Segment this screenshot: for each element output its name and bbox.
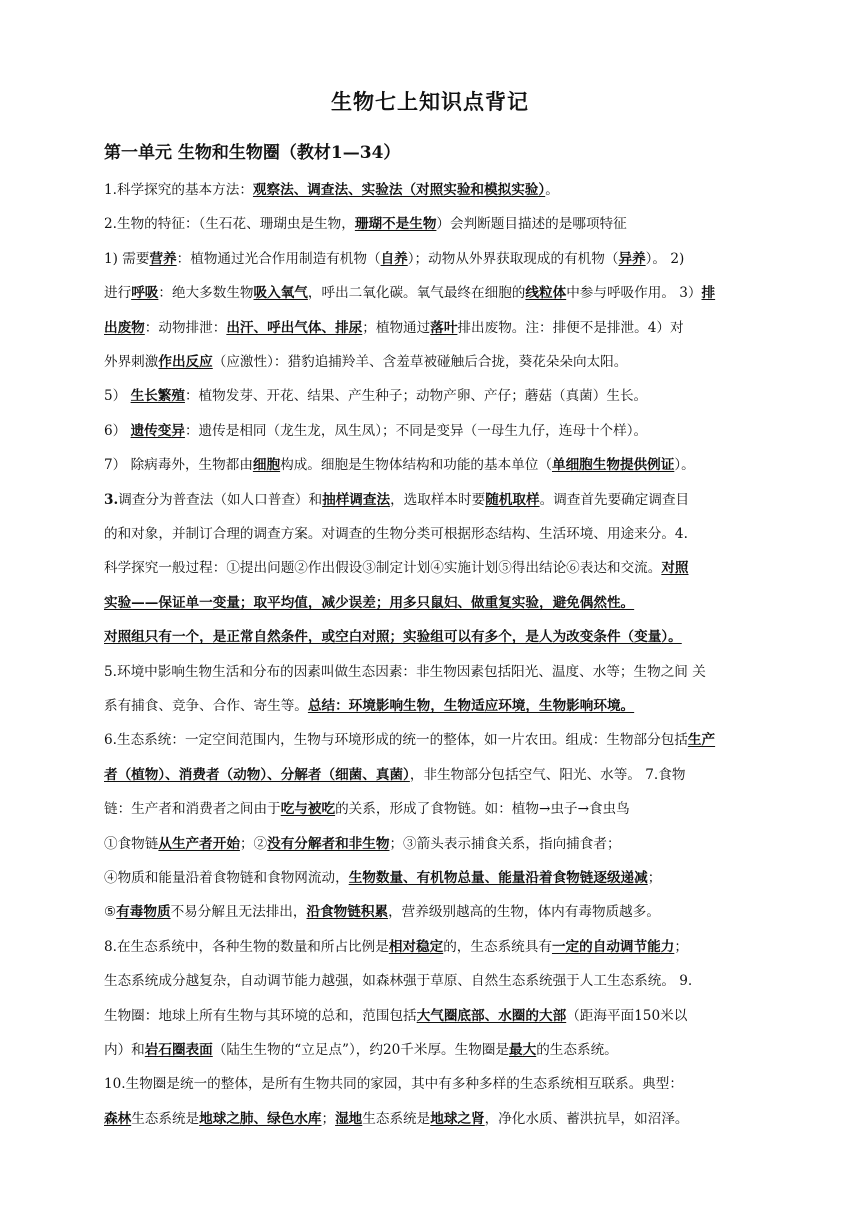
emphasized-text: 地球之肺、绿色水库 [199, 1110, 322, 1127]
emphasized-text: 生长繁殖 [130, 388, 185, 405]
text-segment: 的关系，形成了食物链。如：植物→虫子→食虫鸟 [335, 801, 630, 818]
emphasized-text: 出废物 [104, 319, 145, 336]
emphasized-text: 呼吸 [131, 285, 159, 302]
unit-heading: 第一单元 生物和生物圈（教材1—34） [104, 143, 401, 163]
text-line [104, 490, 764, 510]
emphasized-text: 细胞 [252, 457, 281, 474]
emphasized-text: 最大 [509, 1042, 537, 1058]
text-line [104, 730, 764, 750]
text-segment: ，选取样本时要 [390, 491, 486, 508]
text-segment: 6.生态系统：一定空间范围内，生物与环境形成的统一的整体，如一片农田。组成：生物部分包括 [104, 732, 688, 749]
emphasized-text: 异养 [618, 250, 646, 267]
text-segment: 构成。细胞是生物体结构和功能的基本单位（ [280, 457, 552, 474]
text-line [104, 1074, 764, 1094]
text-segment: 生态系统成分越复杂，自动调节能力越强，如森林强于草原、自然生态系统强于人工生态系统。 9. [104, 973, 693, 990]
text-segment: ，营养级别越高的生物，体内有毒物质越多。 [388, 904, 660, 921]
text-segment: 链：生产者和消费者之间由于 [104, 801, 281, 818]
text-segment: 7） 除病毒外，生物都由 [104, 457, 253, 474]
text-segment: ）会判断题目描述的是哪项特征 [436, 216, 627, 233]
text-line [104, 283, 764, 303]
text-segment: ； [321, 1110, 336, 1127]
text-segment: 。 [545, 182, 559, 198]
emphasized-text: 珊瑚不是生物 [354, 216, 437, 233]
text-line [104, 971, 764, 991]
text-segment: ）。 2) [645, 250, 685, 267]
text-segment: 1.科学探究的基本方法： [104, 182, 253, 198]
text-segment: ④物质和能量沿着食物链和食物网流动， [104, 870, 349, 886]
text-line [104, 765, 764, 785]
text-segment: 中参与呼吸作用。 3） [566, 285, 702, 302]
text-line [104, 558, 764, 578]
emphasized-text: 者（植物）、消费者（动物）、分解者（细菌、真菌） [104, 766, 410, 783]
text-line [104, 1109, 764, 1129]
text-segment: （应激性）：猎豹追捕羚羊、含羞草被碰触后合拢，葵花朵朵向太阳。 [212, 354, 628, 370]
text-segment: 进行 [104, 285, 132, 302]
emphasized-text: 线粒体 [525, 285, 567, 302]
emphasized-text: 吸入氧气 [253, 285, 308, 302]
text-segment: ； [647, 870, 662, 886]
text-segment: ：绝大多数生物 [158, 285, 254, 302]
document-title: 生物七上知识点背记 [331, 89, 529, 114]
text-line [104, 1040, 764, 1060]
text-line [104, 318, 764, 338]
text-segment: ：植物发芽、开花、结果、产生种子；动物产卵、产仔；蘑菇（真菌）生长。 [184, 388, 648, 405]
emphasized-text: 一定的自动调节能力 [551, 938, 675, 955]
emphasized-text: 岩石圈表面 [144, 1042, 213, 1058]
text-segment: 的，生态系统具有 [443, 938, 552, 955]
emphasized-text: 生产 [687, 732, 716, 749]
emphasized-text: 遗传变异 [130, 422, 185, 439]
text-line [104, 593, 764, 613]
text-segment: 2.生物的特征：（生石花、珊瑚虫是生物， [104, 216, 355, 233]
text-segment: ；③箭头表示捕食关系，指向捕食者； [389, 835, 621, 852]
text-line [104, 937, 764, 957]
emphasized-text: 3. [104, 491, 119, 508]
emphasized-text: 实验——保证单一变量；取平均值，减少误差；用多只鼠妇、做重复实验，避免偶然性。 [104, 594, 635, 611]
text-line [104, 799, 764, 819]
text-segment: 5.环境中影响生物生活和分布的因素叫做生态因素：非生物因素包括阳光、温度、水等；生物之间 关 [104, 663, 706, 680]
text-segment: ）；动物从外界获取现成的有机物（ [407, 250, 619, 267]
text-line [104, 352, 764, 372]
emphasized-text: 大气圈底部、水圈的大部 [416, 1007, 567, 1024]
text-segment: 1) 需要 [104, 250, 150, 267]
emphasized-text: 出汗、呼出气体、排尿 [226, 319, 363, 336]
text-segment: 不易分解且无法排出， [170, 904, 307, 921]
emphasized-text: 随机取样 [485, 491, 540, 508]
emphasized-text: 从生产者开始 [158, 835, 240, 852]
text-segment: 的和对象，并制订合理的调查方案。对调查的生物分类可根据形态结构、生活环境、用途来分。4. [104, 526, 688, 542]
text-segment: ⑤ [104, 904, 117, 921]
text-segment: ； [674, 938, 688, 955]
emphasized-text: 对照 [661, 560, 689, 577]
emphasized-text: 没有分解者和非生物 [267, 835, 390, 852]
text-line [104, 662, 764, 682]
text-segment: 生态系统是 [131, 1110, 200, 1127]
text-segment: ①食物链 [104, 835, 159, 852]
emphasized-text: 森林 [104, 1110, 132, 1127]
text-line [104, 455, 764, 475]
emphasized-text: 排 [701, 285, 716, 302]
text-line [104, 421, 764, 441]
text-line [104, 834, 764, 854]
text-segment: （距海平面150米以 [566, 1007, 688, 1024]
text-segment: 内）和 [104, 1042, 145, 1058]
emphasized-text: 总结：环境影响生物，生物适应环境，生物影响环境。 [307, 698, 635, 714]
emphasized-text: 落叶 [430, 319, 458, 336]
text-segment: 外界刺激 [104, 354, 159, 370]
emphasized-text: 观察法、调查法、实验法（对照实验和模拟实验） [252, 182, 546, 198]
text-segment: 8.在生态系统中，各种生物的数量和所占比例是 [104, 938, 389, 955]
emphasized-text: 吃与被吃 [280, 801, 336, 818]
text-segment: ：植物通过光合作用制造有机物（ [176, 250, 381, 267]
text-segment: 调查分为普查法（如人口普查）和 [118, 491, 323, 508]
emphasized-text: 对照组只有一个，是正常自然条件，或空白对照；实验组可以有多个，是人为改变条件（变量）。 [104, 629, 682, 646]
emphasized-text: 相对稳定 [388, 938, 444, 955]
text-segment: ，非生物部分包括空气、阳光、水等。 7.食物 [409, 766, 686, 783]
text-line [104, 214, 764, 234]
text-line [104, 249, 764, 269]
text-segment: 6） [104, 422, 131, 439]
emphasized-text: 生物数量、有机物总量、能量沿着食物链逐级递减 [348, 870, 648, 886]
emphasized-text: 湿地 [335, 1110, 363, 1127]
text-segment: ：动物排泄： [144, 319, 227, 336]
text-segment: ）。 [674, 457, 695, 474]
text-segment: 10.生物圈是统一的整体，是所有生物共同的家园，其中有多种多样的生态系统相互联系。典型： [104, 1076, 683, 1093]
emphasized-text: 抽样调查法 [322, 491, 391, 508]
text-segment: 科学探究一般过程：①提出问题②作出假设③制定计划④实施计划⑤得出结论⑥表达和交流。 [104, 560, 662, 577]
text-segment: ；② [239, 835, 268, 852]
emphasized-text: 沿食物链积累 [306, 904, 389, 921]
text-line [104, 902, 764, 922]
text-line [104, 696, 764, 716]
text-line [104, 868, 764, 888]
text-segment: ：遗传是相同（龙生龙，凤生凤）；不同是变异（一母生九仔，连母十个样）。 [184, 422, 648, 439]
emphasized-text: 作出反应 [158, 354, 213, 370]
text-segment: 的生态系统。 [536, 1042, 618, 1058]
text-segment: 排出废物。注：排便不是排泄。4）对 [457, 319, 684, 336]
emphasized-text: 地球之肾 [430, 1110, 485, 1127]
text-line [104, 627, 764, 647]
text-segment: ，呼出二氧化碳。氧气最终在细胞的 [307, 285, 526, 302]
text-line [104, 1006, 764, 1026]
emphasized-text: 单细胞生物提供例证 [551, 457, 675, 474]
text-segment: ，净化水质、蓄洪抗旱，如沼泽。 [484, 1110, 689, 1127]
text-line [104, 180, 764, 200]
emphasized-text: 营养 [149, 250, 177, 267]
text-line [104, 386, 764, 406]
text-segment: 生物圈：地球上所有生物与其环境的总和，范围包括 [104, 1007, 417, 1024]
emphasized-text: 自养 [380, 250, 408, 267]
text-segment: 生态系统是 [362, 1110, 431, 1127]
text-segment: （陆生生物的“立足点”），约20千米厚。生物圈是 [212, 1042, 510, 1058]
text-segment: 5） [104, 388, 131, 405]
text-segment: 。调查首先要确定调查目 [539, 491, 690, 508]
text-line [104, 524, 764, 544]
text-segment: 系有捕食、竞争、合作、寄生等。 [104, 698, 308, 714]
emphasized-text: 有毒物质 [116, 904, 171, 921]
text-segment: ；植物通过 [362, 319, 431, 336]
